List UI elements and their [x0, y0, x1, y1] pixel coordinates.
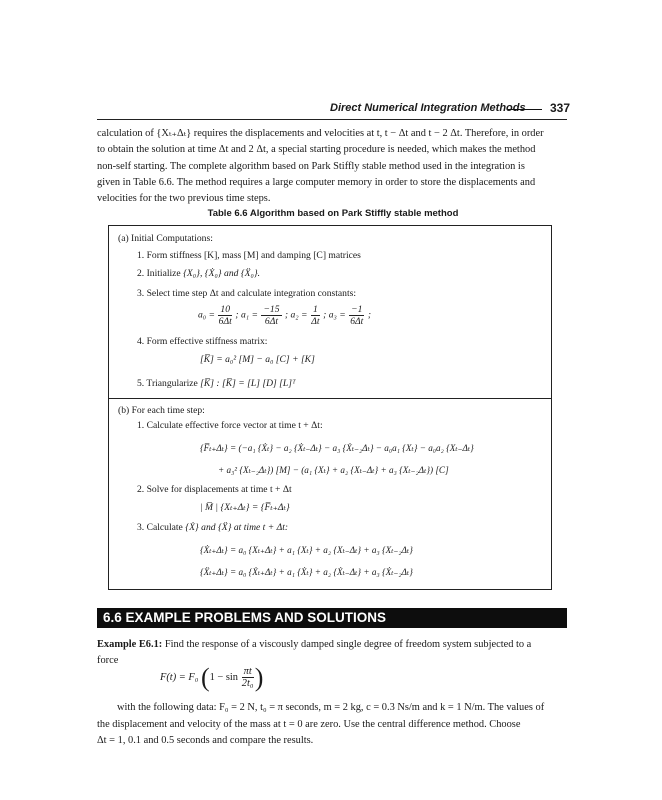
chapter-title: Direct Numerical Integration Methods — [330, 102, 526, 114]
table-divider — [108, 398, 552, 399]
example-text: Find the response of a viscously damped single degree of freedom system subjected to a — [162, 639, 532, 650]
example-data — [97, 700, 569, 750]
displacement-solve-equation: | M̅ | {Xₜ₊Δₜ} = {F̅ₜ₊Δₜ} — [200, 502, 290, 513]
a3-numerator: −1 — [351, 304, 363, 315]
forcing-numerator: πt — [243, 666, 252, 677]
example-label: Example E6.1: — [97, 639, 163, 650]
part-a-step-5 — [137, 378, 296, 390]
part-b-step-1: 1. Calculate effective force vector at time t + Δt: — [137, 420, 323, 431]
example-data-line: the displacement and velocity of the mass at t = 0 are zero. Use the central difference method. Choose — [97, 718, 521, 730]
part-a-step-3: 3. Select time step Δt and calculate integration constants: — [137, 288, 357, 299]
header-rule — [508, 109, 542, 110]
integration-constants — [198, 304, 371, 327]
intro-line: velocities for the two previous time steps. — [97, 193, 271, 205]
part-b-heading: (b) For each time step: — [118, 405, 205, 416]
step-equation: [K̅] : [K̅] = [L] [D] [L]ᵀ — [200, 378, 296, 389]
a3-denominator: 6Δt — [350, 316, 364, 327]
forcing-fraction — [242, 666, 254, 689]
effective-stiffness-equation: [K̅] = a₀² [M] − a₀ [C] + [K] — [200, 354, 315, 365]
a0-numerator: 10 — [220, 304, 231, 315]
forcing-lhs: F(t) = F₀ — [160, 671, 199, 683]
forcing-denominator: 2t₀ — [241, 678, 254, 689]
part-b-step-3 — [137, 522, 288, 534]
a2-numerator: 1 — [312, 304, 318, 315]
step-text: 5. Triangularize — [137, 378, 198, 389]
example-text: force — [97, 655, 119, 666]
intro-line: calculation of {Xₜ₊Δₜ} requires the displacements and velocities at t, t − Δt and t − 2 Δt. Therefore, in order — [97, 128, 544, 139]
part-a-step-4: 4. Form effective stiffness matrix: — [137, 336, 268, 347]
running-header — [330, 101, 570, 117]
effective-force-equation-line-1: {F̅ₜ₊Δₜ} = (−a₁ {Ẋₜ} − a₂ {Ẋₜ₋Δₜ} − a₃ {Ẋₜ₋₂Δₜ} − a₀a₁ {Xₜ} − a₀a₂ {Xₜ₋Δₜ} — [200, 443, 474, 453]
a1-denominator: 6Δt — [264, 316, 279, 327]
a1-label: ; a₁ = — [235, 309, 259, 321]
table-caption: Table 6.6 Algorithm based on Park Stiffly stable method — [207, 208, 459, 219]
intro-line: non-self starting. The complete algorithm based on Park Stiffly stable method used in the integration is — [97, 160, 525, 172]
a0-label: a₀ = — [198, 309, 216, 321]
intro-line: to obtain the solution at time Δt and 2 Δt, a special starting procedure is needed, which makes the method — [97, 144, 536, 156]
intro-line: given in Table 6.6. The method requires a large computer memory in order to store the displacements and — [97, 176, 536, 188]
part-b-step-2: 2. Solve for displacements at time t + Δt — [137, 484, 292, 495]
acceleration-equation: {Ẍₜ₊Δₜ} = a₀ {Ẋₜ₊Δₜ} + a₁ {Ẋₜ} + a₂ {Ẋₜ₋Δₜ} + a₃ {Ẋₜ₋₂Δₜ} — [200, 567, 413, 577]
header-divider — [97, 119, 567, 120]
a0-denominator: 6Δt — [218, 316, 232, 327]
example-data-line: Δt = 1, 0.1 and 0.5 seconds and compare the results. — [97, 735, 314, 746]
page-number: 337 — [549, 101, 570, 115]
forcing-function-equation — [160, 662, 264, 692]
a1-fraction — [261, 304, 281, 327]
step-equation: {Ẋ} and {Ẍ} at time t + Δt: — [185, 522, 289, 533]
a2-denominator: Δt — [311, 316, 320, 327]
open-paren: ( — [200, 662, 210, 692]
a0-fraction — [218, 304, 232, 327]
forcing-inner: 1 − sin — [209, 671, 238, 683]
close-paren: ) — [254, 662, 264, 692]
effective-force-equation-line-2: + a₃² {Xₜ₋₂Δₜ}) [M] − (a₁ {Xₜ} + a₂ {Xₜ₋Δₜ} + a₃ {Xₜ₋₂Δₜ}) [C] — [218, 465, 449, 475]
step-text: 3. Calculate — [137, 522, 183, 533]
step-text: 2. Initialize — [137, 268, 181, 279]
a2-label: ; a₂ = — [284, 309, 308, 321]
a3-label: ; a₃ = — [323, 309, 346, 321]
a3-end: ; — [367, 309, 372, 321]
a1-numerator: −15 — [263, 304, 280, 315]
example-data-line: with the following data: F₀ = 2 N, t₀ = π seconds, m = 2 kg, c = 0.3 Ns/m and k = 1 N/m. The values of — [117, 702, 545, 713]
intro-paragraph — [97, 126, 569, 207]
velocity-equation: {Ẋₜ₊Δₜ} = a₀ {Xₜ₊Δₜ} + a₁ {Xₜ} + a₂ {Xₜ₋Δₜ} + a₃ {Xₜ₋₂Δₜ} — [200, 545, 413, 555]
a2-fraction — [311, 304, 320, 327]
section-heading: 6.6 EXAMPLE PROBLEMS AND SOLUTIONS — [97, 608, 567, 628]
part-a-step-2 — [137, 268, 260, 280]
part-a-heading: (a) Initial Computations: — [118, 233, 213, 244]
example-statement — [97, 637, 569, 669]
a3-fraction — [349, 304, 364, 327]
step-equation: {X₀}, {Ẋ₀} and {Ẍ₀}. — [183, 268, 261, 279]
part-a-step-1: 1. Form stiffness [K], mass [M] and damping [C] matrices — [137, 250, 361, 261]
